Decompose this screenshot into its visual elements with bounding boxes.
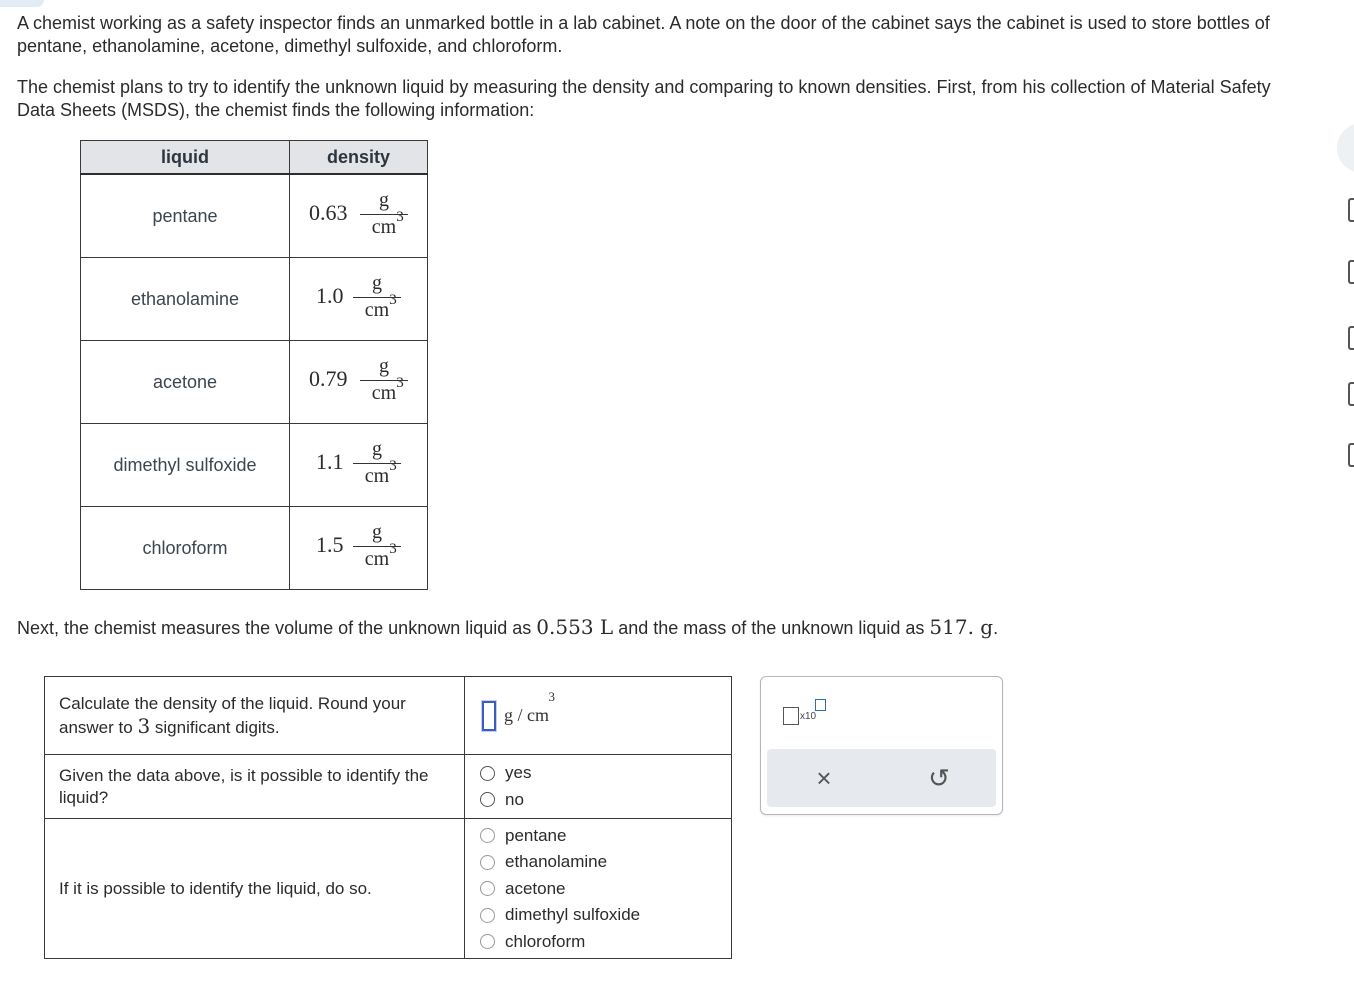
radio-label: pentane <box>505 825 567 845</box>
unit-numerator: g <box>379 189 389 211</box>
radio-button[interactable] <box>480 908 495 923</box>
liquid-cell: pentane <box>81 174 290 258</box>
table-row <box>81 258 428 341</box>
radio-label: ethanolamine <box>505 852 608 871</box>
density-value: 1.0 <box>316 283 344 308</box>
unit-denominator-text: cm <box>371 382 397 404</box>
density-value: 1.1 <box>316 449 344 474</box>
density-cell <box>290 507 428 590</box>
answer-unit-exponent: 3 <box>548 689 555 704</box>
question-density-text: Calculate the density of the liquid. Round your answer to <box>59 693 406 737</box>
unit-exponent: 3 <box>389 541 397 557</box>
answer-unit-text: g / cm <box>504 705 549 725</box>
measurement-text-2: and the mass of the unknown liquid as <box>613 618 930 638</box>
unit-numerator: g <box>379 355 389 377</box>
radio-option[interactable] <box>465 875 731 902</box>
identify-possible-options <box>465 755 732 819</box>
density-unit <box>353 521 401 571</box>
radio-option[interactable] <box>465 787 731 814</box>
intro-paragraph-2: The chemist plans to try to identify the unknown liquid by measuring the density and comparing to known densities. First, from his collection of Material Safety Data Sheets (MSDS), the chemist finds the following information: <box>17 77 1271 120</box>
question-identify-possible: Given the data above, is it possible to identify the liquid? <box>45 755 465 819</box>
unit-exponent: 3 <box>389 292 397 308</box>
radio-label: dimethyl sulfoxide <box>505 905 641 924</box>
undo-button[interactable] <box>922 761 956 795</box>
table-row <box>81 174 428 258</box>
density-unit <box>360 355 408 405</box>
radio-option[interactable] <box>465 760 731 787</box>
undo-icon: ↺ <box>928 762 950 793</box>
unit-numerator: g <box>372 521 382 543</box>
density-unit <box>353 438 401 488</box>
density-value: 1.5 <box>316 532 344 557</box>
radio-option[interactable] <box>465 822 731 849</box>
density-answer-row <box>465 689 731 731</box>
answer-tools-panel <box>760 676 1003 815</box>
radio-button[interactable] <box>480 792 495 807</box>
liquid-cell: ethanolamine <box>81 258 290 341</box>
liquid-cell: acetone <box>81 341 290 424</box>
radio-label: acetone <box>505 878 566 898</box>
side-tool-icon-1[interactable] <box>1348 260 1354 284</box>
scientific-notation-button[interactable] <box>783 699 831 729</box>
radio-option[interactable] <box>465 928 731 955</box>
identify-liquid-options <box>465 819 732 959</box>
density-value: 0.79 <box>309 366 348 391</box>
unit-denominator-text: cm <box>371 216 397 238</box>
side-circle-button[interactable] <box>1337 123 1354 173</box>
clear-button[interactable] <box>807 761 841 795</box>
question-density-text-end: significant digits. <box>150 717 280 737</box>
liquid-cell: chloroform <box>81 507 290 590</box>
density-cell <box>290 174 428 258</box>
unit-numerator: g <box>372 272 382 294</box>
measurement-text-3: . <box>993 618 999 638</box>
density-cell <box>290 424 428 507</box>
unit-denominator <box>353 541 401 571</box>
volume-value: 0.553 L <box>536 615 614 639</box>
density-table <box>80 140 428 590</box>
table-row <box>81 507 428 590</box>
unit-numerator: g <box>372 438 382 460</box>
intro-paragraph-1: A chemist working as a safety inspector finds an unmarked bottle in a lab cabinet. A note on the door of the cabinet says the cabinet is used to store bottles of pentane, ethanolamine, acetone, dimethyl sulfoxide, and chloroform. <box>17 13 1270 56</box>
unit-denominator-text: cm <box>364 548 390 570</box>
radio-button[interactable] <box>480 881 495 896</box>
unit-exponent: 3 <box>389 458 397 474</box>
unit-exponent: 3 <box>396 209 404 225</box>
side-tool-icon-3[interactable] <box>1348 382 1354 406</box>
unit-denominator-text: cm <box>364 299 390 321</box>
measurement-text-1: Next, the chemist measures the volume of the unknown liquid as <box>17 618 537 638</box>
unit-denominator <box>353 458 401 488</box>
question-density <box>45 677 465 755</box>
x10-label: x10 <box>800 711 817 722</box>
liquid-cell: dimethyl sulfoxide <box>81 424 290 507</box>
density-unit <box>353 272 401 322</box>
table-row <box>81 424 428 507</box>
radio-button[interactable] <box>480 934 495 949</box>
density-answer-input[interactable] <box>482 701 496 731</box>
header-liquid: liquid <box>81 141 290 175</box>
sig-figs-value: 3 <box>137 713 151 738</box>
tool-button-bar <box>767 749 996 807</box>
radio-option[interactable] <box>465 849 731 876</box>
unit-exponent: 3 <box>396 375 404 391</box>
radio-label: yes <box>505 763 532 783</box>
header-density: density <box>290 141 428 175</box>
density-unit <box>360 189 408 239</box>
density-cell <box>290 258 428 341</box>
answer-unit <box>504 689 555 726</box>
radio-button[interactable] <box>480 828 495 843</box>
exponent-box-icon <box>815 699 826 711</box>
mass-value: 517. g <box>929 615 994 639</box>
radio-button[interactable] <box>480 855 495 870</box>
unit-denominator <box>360 375 408 405</box>
unit-denominator <box>353 292 401 322</box>
measurement-paragraph <box>17 616 1287 640</box>
close-icon: × <box>816 762 832 793</box>
side-tool-icon-2[interactable] <box>1348 326 1354 350</box>
question-identify-liquid: If it is possible to identify the liquid, do so. <box>45 819 465 959</box>
density-value: 0.63 <box>309 200 348 225</box>
side-calculator-icon[interactable] <box>1348 198 1354 222</box>
top-corner-tab <box>0 0 44 7</box>
question-table <box>44 676 732 959</box>
unit-denominator <box>360 209 408 239</box>
radio-button[interactable] <box>480 766 495 781</box>
radio-label: no <box>505 789 524 809</box>
radio-option[interactable] <box>465 902 731 929</box>
mantissa-box-icon <box>783 707 799 725</box>
table-row <box>81 341 428 424</box>
radio-label: chloroform <box>505 931 586 951</box>
unit-denominator-text: cm <box>364 465 390 487</box>
side-tool-icon-4[interactable] <box>1348 443 1354 467</box>
density-cell <box>290 341 428 424</box>
